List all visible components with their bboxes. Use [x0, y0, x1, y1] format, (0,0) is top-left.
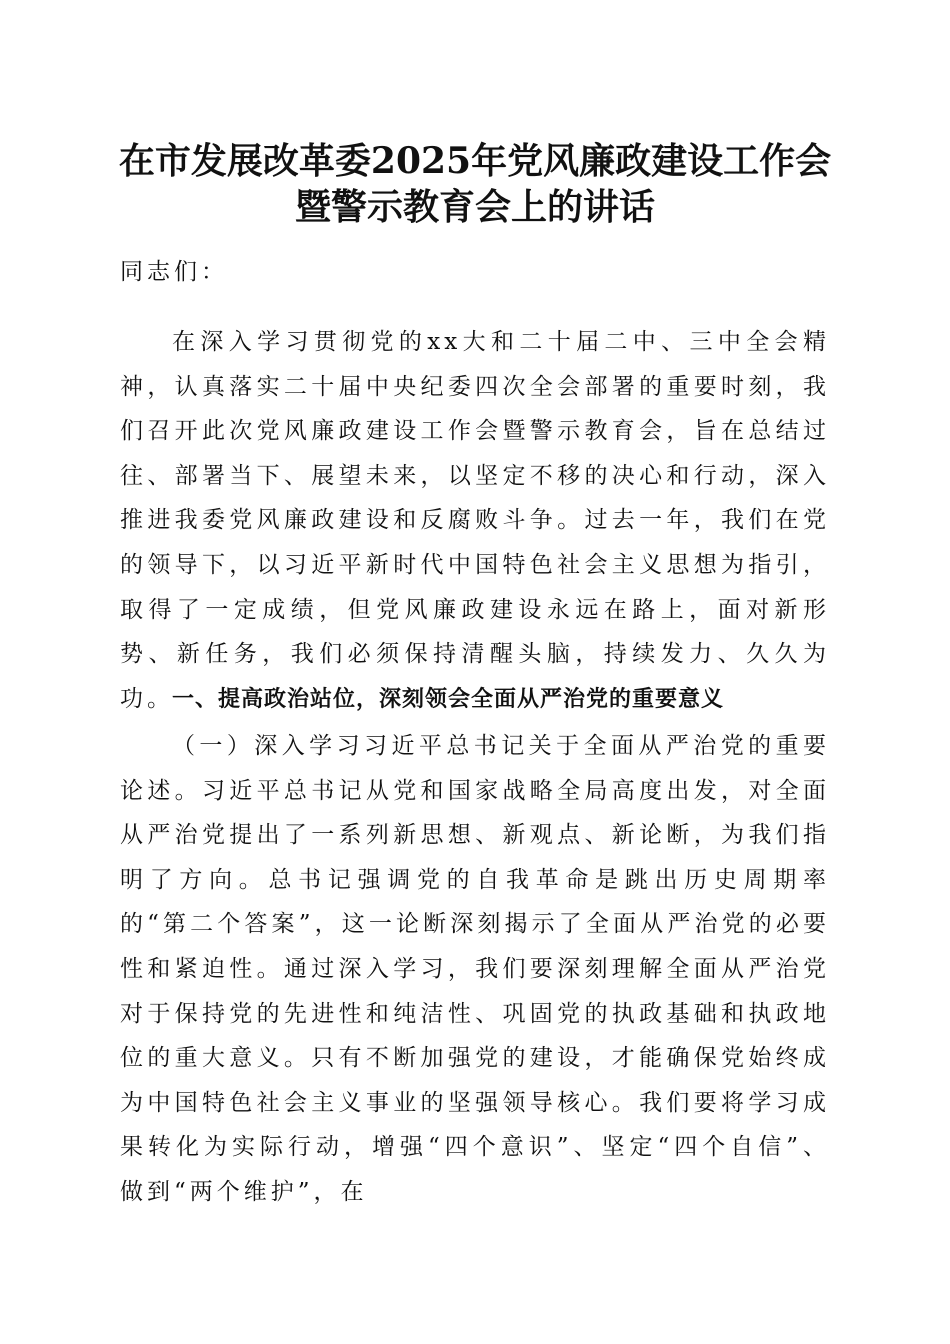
document-title-line-1: 在市发展改革委2025年党风廉政建设工作会	[118, 140, 832, 182]
salutation: 同志们：	[120, 259, 228, 285]
document-title-line-2: 暨警示教育会上的讲话	[294, 186, 655, 228]
paragraph-intro: 在深入学习贯彻党的xx大和二十届二中、三中全会精神，认真落实二十届中央纪委四次全会部署的重要时刻，我们召开此次党风廉政建设工作会暨警示教育会，旨在总结过往、部署当下、展望未来，以坚定不移的决心和行动，深入推进我委党风廉政建设和反腐败斗争。过去一年，我们在党的领导下，以习近平新时代中国特色社会主义思想为指引，取得了一定成绩，但党风廉政建设永远在路上，面对新形势、新任务，我们必须保持清醒头脑，持续发力、久久为功。	[120, 329, 830, 712]
section-heading-1: 一、提高政治站位，深刻领会全面从严治党的重要意义	[172, 687, 725, 712]
paragraph-section-1-1: （一）深入学习习近平总书记关于全面从严治党的重要论述。习近平总书记从党和国家战略全局高度出发，对全面从严治党提出了一系列新思想、新观点、新论断，为我们指明了方向。总书记强调党的自我革命是跳出历史周期率的“第二个答案”，这一论断深刻揭示了全面从严治党的必要性和紧迫性。通过深入学习，我们要深刻理解全面从严治党对于保持党的先进性和纯洁性、巩固党的执政基础和执政地位的重大意义。只有不断加强党的建设，才能确保党始终成为中国特色社会主义事业的坚强领导核心。我们要将学习成果转化为实际行动，增强“四个意识”、坚定“四个自信”、做到“两个维护”，在	[120, 733, 830, 1205]
